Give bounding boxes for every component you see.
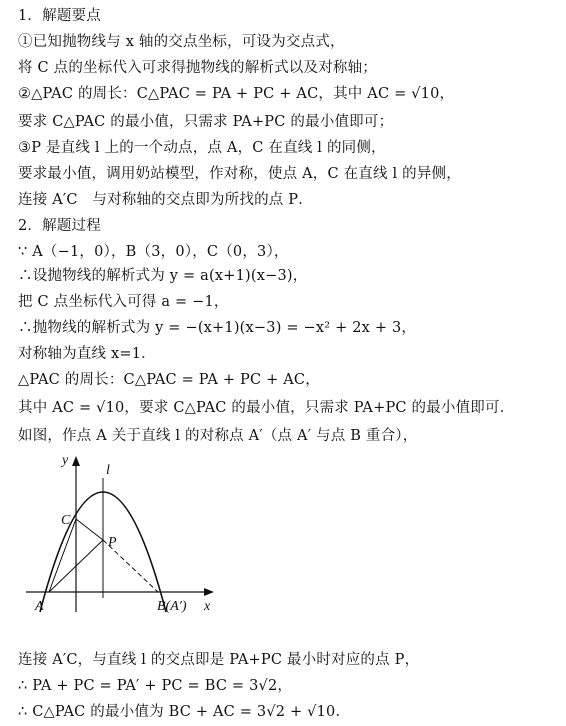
y-axis-arrow xyxy=(72,456,80,466)
text-line-5: 要求 C△PAC 的最小值，只需求 PA+PC 的最小值即可； xyxy=(18,114,394,130)
text-line-17: 如图，作点 A 关于直线 l 的对称点 A′（点 A′ 与点 B 重合）， xyxy=(18,428,418,444)
label-line-l: l xyxy=(106,463,110,478)
label-point-c: C xyxy=(61,513,71,528)
text-line-6: ③P 是直线 l 上的一个动点，点 A，C 在直线 l 的同侧， xyxy=(18,140,386,156)
text-line-1: 1．解题要点 xyxy=(18,8,101,24)
label-point-b: B(A′) xyxy=(157,599,187,614)
text-line-10: ∵ A（−1，0），B（3，0），C（0，3）， xyxy=(18,244,289,260)
text-line-14: 对称轴为直线 x=1． xyxy=(18,346,156,362)
segment-ac xyxy=(49,519,76,592)
text-line-19: ∴ PA + PC = PA′ + PC = BC = 3√2， xyxy=(18,678,293,694)
text-line-4: ②△PAC 的周长：C△PAC = PA + PC + AC，其中 AC = √10， xyxy=(18,86,455,102)
text-line-9: 2．解题过程 xyxy=(18,218,101,234)
text-line-11: ∴设抛物线的解析式为 y = a(x+1)(x−3)， xyxy=(18,268,308,284)
label-point-a: A xyxy=(35,599,44,614)
text-line-8: 连接 A′C 与对称轴的交点即为所找的点 P． xyxy=(18,192,313,208)
segment-cp xyxy=(76,519,103,540)
text-line-3: 将 C 点的坐标代入可求得抛物线的解析式以及对称轴； xyxy=(18,60,378,76)
label-point-p: P xyxy=(108,535,117,550)
text-line-20: ∴ C△PAC 的最小值为 BC + AC = 3√2 + √10． xyxy=(18,704,351,720)
parabola-diagram xyxy=(20,448,220,618)
label-y-axis: y xyxy=(62,453,69,468)
text-line-13: ∴抛物线的解析式为 y = −(x+1)(x−3) = −x² + 2x + 3， xyxy=(18,320,417,336)
x-axis-arrow xyxy=(204,588,214,596)
label-x-axis: x xyxy=(204,599,211,614)
text-line-15: △PAC 的周长：C△PAC = PA + PC + AC， xyxy=(18,372,320,388)
text-line-12: 把 C 点坐标代入可得 a = −1， xyxy=(18,294,229,310)
text-line-2: ①已知抛物线与 x 轴的交点坐标，可设为交点式， xyxy=(18,34,345,50)
text-line-7: 要求最小值，调用奶站模型，作对称，使点 A，C 在直线 l 的异侧， xyxy=(18,166,461,182)
text-line-16: 其中 AC = √10，要求 C△PAC 的最小值，只需求 PA+PC 的最小值即可． xyxy=(18,400,515,416)
text-line-18: 连接 A′C，与直线 l 的交点即是 PA+PC 最小时对应的点 P， xyxy=(18,652,420,668)
